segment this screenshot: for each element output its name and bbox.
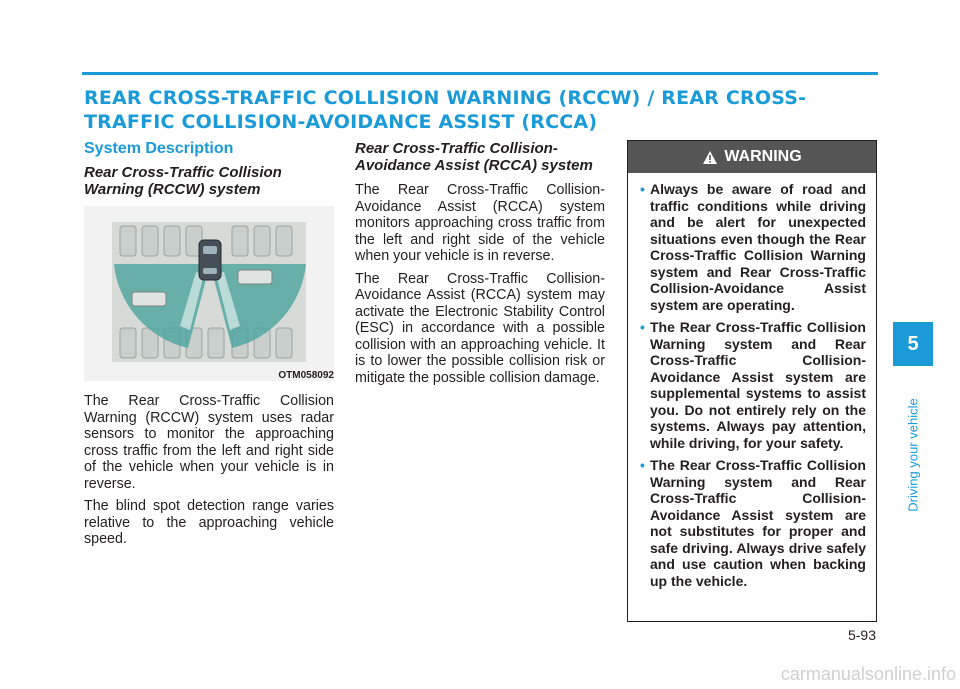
rccw-paragraph-1: The Rear Cross-Traffic Collision Warning (RCCW) system uses radar sensors to monitor the approaching cross traffic from the left and right side of the vehicle when your vehicle is in reverse. bbox=[84, 393, 334, 492]
rccw-illustration bbox=[84, 206, 334, 381]
warning-title: WARNING bbox=[724, 148, 802, 165]
rcca-paragraph-2: The Rear Cross-Traffic Collision-Avoidance Assist (RCCA) system may activate the Electronic Stability Control (ESC) in accordance with a possible collision with an approaching vehicle. It is to lower the possible collision risk or mitigate the possible collision damage. bbox=[355, 270, 605, 386]
watermark: carmanualsonline.info bbox=[780, 664, 956, 684]
page-number: 5-93 bbox=[847, 627, 876, 643]
column-left bbox=[84, 140, 334, 554]
warning-item: • The Rear Cross-Traffic Collision Warning system and Rear Cross-Traffic Collision-Avoidance Assist system are not substitutes for proper and safe driving. Always drive safely and use caution when backing up the vehicle. bbox=[640, 457, 866, 589]
bullet-icon: • bbox=[640, 181, 645, 197]
warning-item: • Always be aware of road and traffic conditions while driving and be alert for unexpected situations even though the Rear Cross-Traffic Collision Warning system and Rear Cross-Traffic Collision-Avoidance Assist system are operating. bbox=[640, 181, 866, 313]
rcca-paragraph-1: The Rear Cross-Traffic Collision-Avoidance Assist (RCCA) system monitors approaching cross traffic from the left and right side of the vehicle when your vehicle is in reverse. bbox=[355, 182, 605, 264]
warning-list bbox=[628, 173, 876, 589]
left-approaching-car bbox=[132, 292, 166, 306]
top-rule bbox=[82, 72, 878, 75]
rccw-subheading: Rear Cross-Traffic Collision Warning (RCCW) system bbox=[84, 164, 282, 198]
chapter-label: Driving your vehicle bbox=[905, 398, 921, 512]
rccw-paragraph-2: The blind spot detection range varies relative to the approaching vehicle speed. bbox=[84, 498, 334, 547]
system-description-heading: System Description bbox=[84, 140, 234, 157]
section-title: REAR CROSS-TRAFFIC COLLISION WARNING (RCCW) / REAR CROSS-TRAFFIC COLLISION-AVOIDANCE ASSIST (RCCA) bbox=[84, 87, 807, 133]
vehicle-rear-window bbox=[203, 268, 217, 274]
warning-item: • The Rear Cross-Traffic Collision Warning system and Rear Cross-Traffic Collision-Avoidance Assist system are supplemental systems to assist you. Do not entirely rely on the systems. Always pay attention, while driving, for your safety. bbox=[640, 319, 866, 451]
bullet-icon: • bbox=[640, 319, 645, 335]
warning-triangle-icon bbox=[702, 150, 718, 165]
figure-id: OTM058092 bbox=[278, 370, 334, 381]
bullet-icon: • bbox=[640, 457, 645, 473]
warning-header bbox=[628, 141, 876, 173]
right-approaching-car bbox=[238, 270, 272, 284]
rcca-subheading: Rear Cross-Traffic Collision-Avoidance Assist (RCCA) system bbox=[355, 140, 593, 174]
parking-lot-diagram bbox=[84, 206, 334, 381]
vehicle-windshield bbox=[203, 246, 217, 254]
column-middle bbox=[355, 140, 605, 392]
chapter-number-tab: 5 bbox=[893, 322, 933, 366]
warning-box bbox=[627, 140, 877, 622]
